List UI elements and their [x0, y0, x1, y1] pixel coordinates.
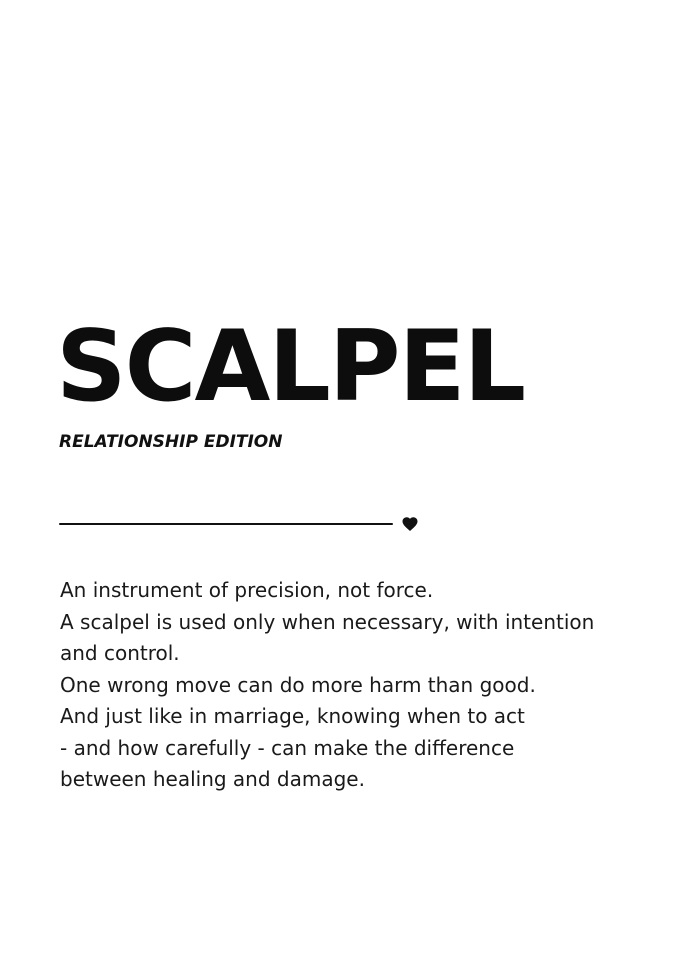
- definition-line: - and how carefully - can make the difference: [60, 735, 515, 760]
- divider: [59, 512, 424, 536]
- definition-line: And just like in marriage, knowing when to act: [60, 704, 525, 728]
- divider-line: [59, 523, 393, 525]
- heart-icon: [401, 515, 419, 533]
- definition-line: and control.: [60, 641, 180, 665]
- definition-text: [60, 575, 660, 796]
- definition-line: A scalpel is used only when necessary, with intention: [60, 609, 595, 634]
- definition-line: One wrong move can do more harm than good.: [60, 672, 536, 697]
- poster-subtitle: RELATIONSHIP EDITION: [59, 432, 283, 452]
- poster-title: SCALPEL: [56, 310, 525, 424]
- definition-line: between healing and damage.: [60, 767, 365, 791]
- definition-line: An instrument of precision, not force.: [60, 578, 434, 602]
